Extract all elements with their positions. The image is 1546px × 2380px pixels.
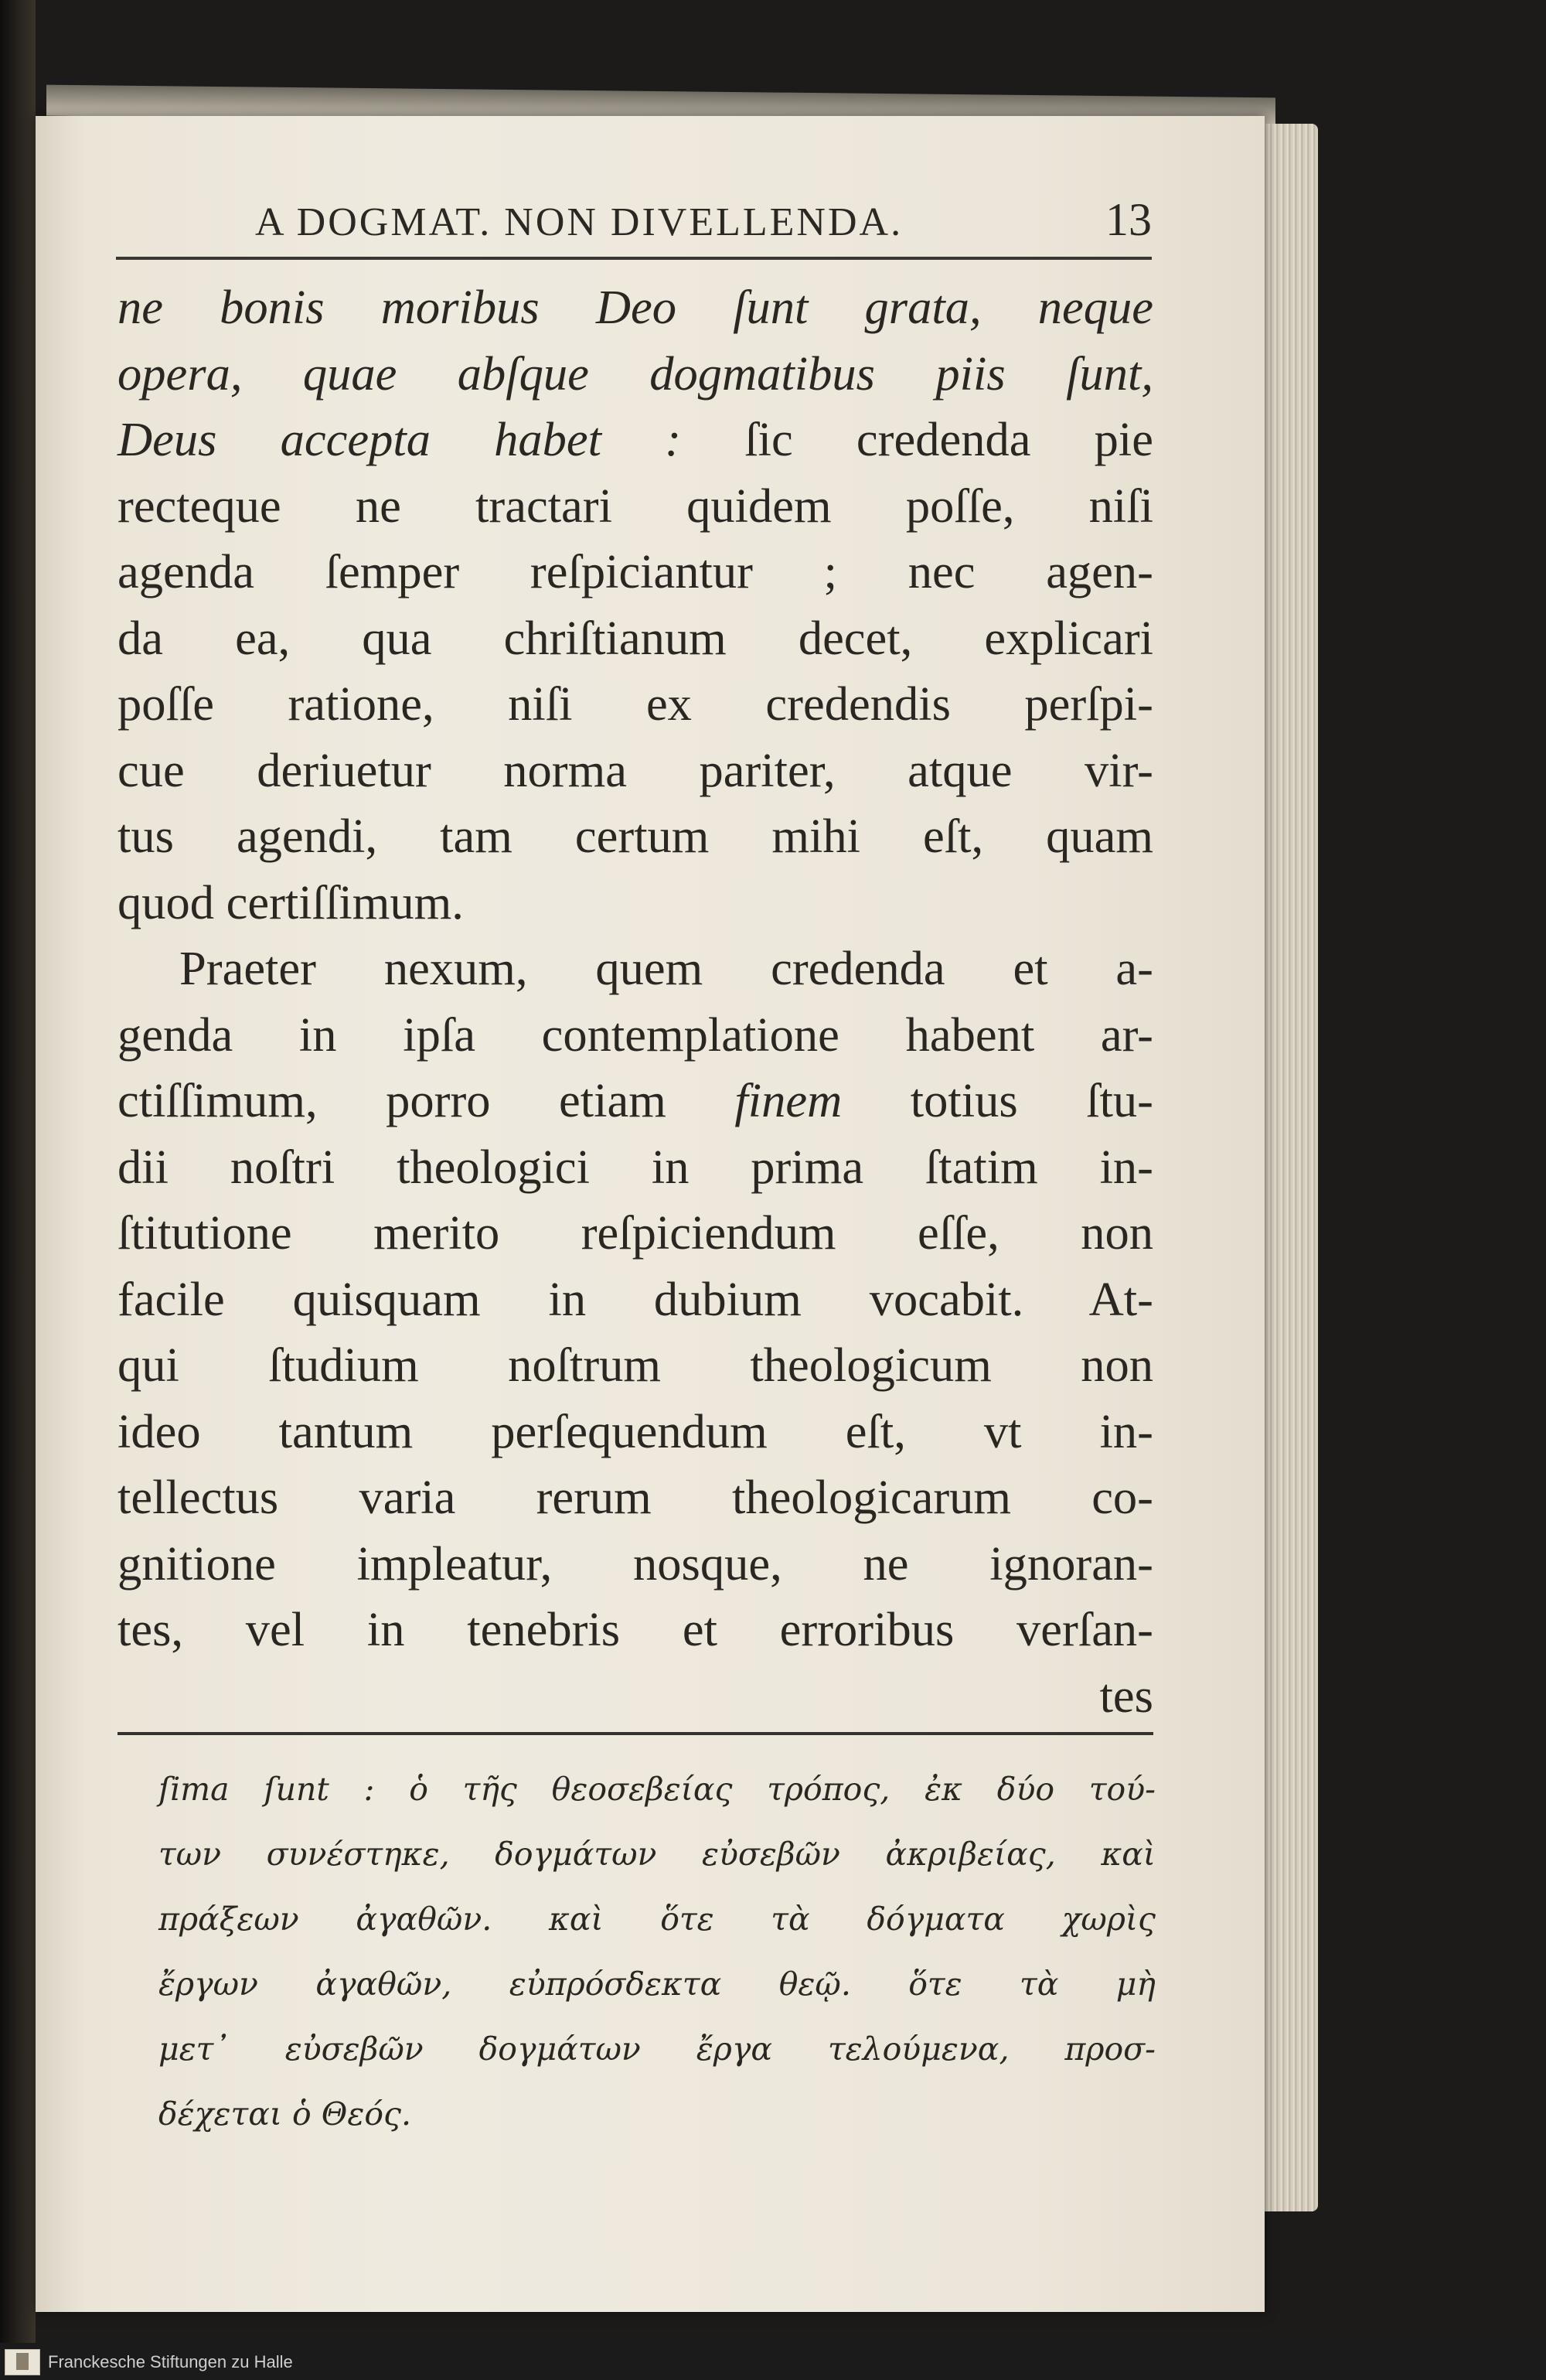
text-line	[117, 1597, 1153, 1663]
text-segment: ctiſſimum, porro etiam	[117, 1073, 735, 1127]
text-segment: da ea, qua chriſtianum decet, explicari	[117, 610, 1153, 665]
text-segment: tes, vel in tenebris et erroribus verſan-	[117, 1602, 1153, 1656]
text-line	[117, 1663, 1153, 1730]
text-line	[117, 671, 1153, 738]
footnote-line: δέχεται ὁ Θεός.	[158, 2095, 412, 2133]
text-line	[117, 1068, 1153, 1134]
text-line	[117, 539, 1153, 605]
text-line	[117, 1002, 1153, 1069]
running-title: A DOGMAT. NON DIVELLENDA.	[255, 200, 904, 244]
footnote-line: ſima ſunt : ὁ τῆς θεοσεβείας τρόπος, ἐκ δύο τού-	[158, 1771, 1156, 1808]
text-line	[117, 407, 1153, 473]
main-text	[117, 274, 1153, 1729]
text-line	[117, 341, 1153, 407]
text-line	[117, 1531, 1153, 1597]
text-line	[117, 803, 1153, 870]
footer-credit: Franckesche Stiftungen zu Halle	[48, 2352, 293, 2371]
text-segment: opera, quae abſque dogmatibus piis ſunt,	[117, 346, 1153, 401]
running-header	[116, 193, 1152, 255]
text-segment: ſic credenda pie	[744, 412, 1153, 466]
footnote-line: των συνέστηκε, δογμάτων εὐσεβῶν ἀκριβείας, καὶ	[158, 1836, 1156, 1873]
footer-bar	[0, 2343, 1546, 2380]
text-line	[117, 738, 1153, 804]
text-segment: facile quisquam in dubium vocabit. At-	[117, 1271, 1153, 1326]
text-segment: tellectus varia rerum theologicarum co-	[117, 1470, 1153, 1524]
footnote-line: ἔργων ἀγαθῶν, εὐπρόσδεκτα θεῷ. ὅτε τὰ μὴ	[158, 1966, 1156, 2003]
text-segment: genda in ipſa contemplatione habent ar-	[117, 1007, 1153, 1062]
text-segment: ideo tantum perſequendum eſt, vt in-	[117, 1403, 1153, 1458]
text-segment: totius ſtu-	[842, 1073, 1153, 1127]
text-line	[117, 870, 1153, 936]
text-line	[117, 473, 1153, 540]
text-line	[117, 274, 1153, 341]
text-segment: ſtitutione merito reſpiciendum eſſe, non	[117, 1205, 1153, 1260]
text-segment: finem	[734, 1073, 843, 1127]
footnote	[158, 1757, 1156, 2146]
text-line	[117, 1399, 1153, 1465]
page-number: 13	[1105, 194, 1152, 245]
text-segment: quod certiſſimum.	[117, 875, 464, 929]
text-line	[117, 1464, 1153, 1531]
text-segment: tus agendi, tam certum mihi eſt, quam	[117, 809, 1153, 863]
text-line	[117, 605, 1153, 672]
text-segment: tes	[1099, 1668, 1153, 1723]
text-segment: Deus accepta habet :	[117, 412, 745, 466]
text-segment: poſſe ratione, niſi ex credendis perſpi-	[117, 677, 1153, 731]
text-line	[117, 1267, 1153, 1333]
text-line	[117, 1200, 1153, 1267]
footnote-rule	[117, 1732, 1153, 1735]
text-segment: dii noſtri theologici in prima ſtatim in-	[117, 1139, 1153, 1194]
footnote-line: μετ᾿ εὐσεβῶν δογμάτων ἔργα τελούμενα, προσ-	[158, 2031, 1156, 2068]
text-segment: ne bonis moribus Deo ſunt grata, neque	[117, 280, 1153, 334]
text-segment: recteque ne tractari quidem poſſe, niſi	[117, 478, 1153, 533]
text-line	[117, 936, 1153, 1002]
text-line	[117, 1332, 1153, 1399]
header-rule	[116, 257, 1152, 260]
book-spine-edge	[0, 0, 36, 2343]
text-segment: Praeter nexum, quem credenda et a-	[179, 941, 1153, 995]
text-segment: qui ſtudium noſtrum theologicum non	[117, 1338, 1153, 1392]
text-segment: cue deriuetur norma pariter, atque vir-	[117, 742, 1153, 797]
library-logo-icon	[5, 2349, 40, 2375]
text-segment: gnitione impleatur, nosque, ne ignoran-	[117, 1536, 1153, 1591]
text-segment: agenda ſemper reſpiciantur ; nec agen-	[117, 544, 1153, 598]
text-line	[117, 1134, 1153, 1201]
footnote-line: πράξεων ἀγαθῶν. καὶ ὅτε τὰ δόγματα χωρὶς	[158, 1901, 1156, 1938]
